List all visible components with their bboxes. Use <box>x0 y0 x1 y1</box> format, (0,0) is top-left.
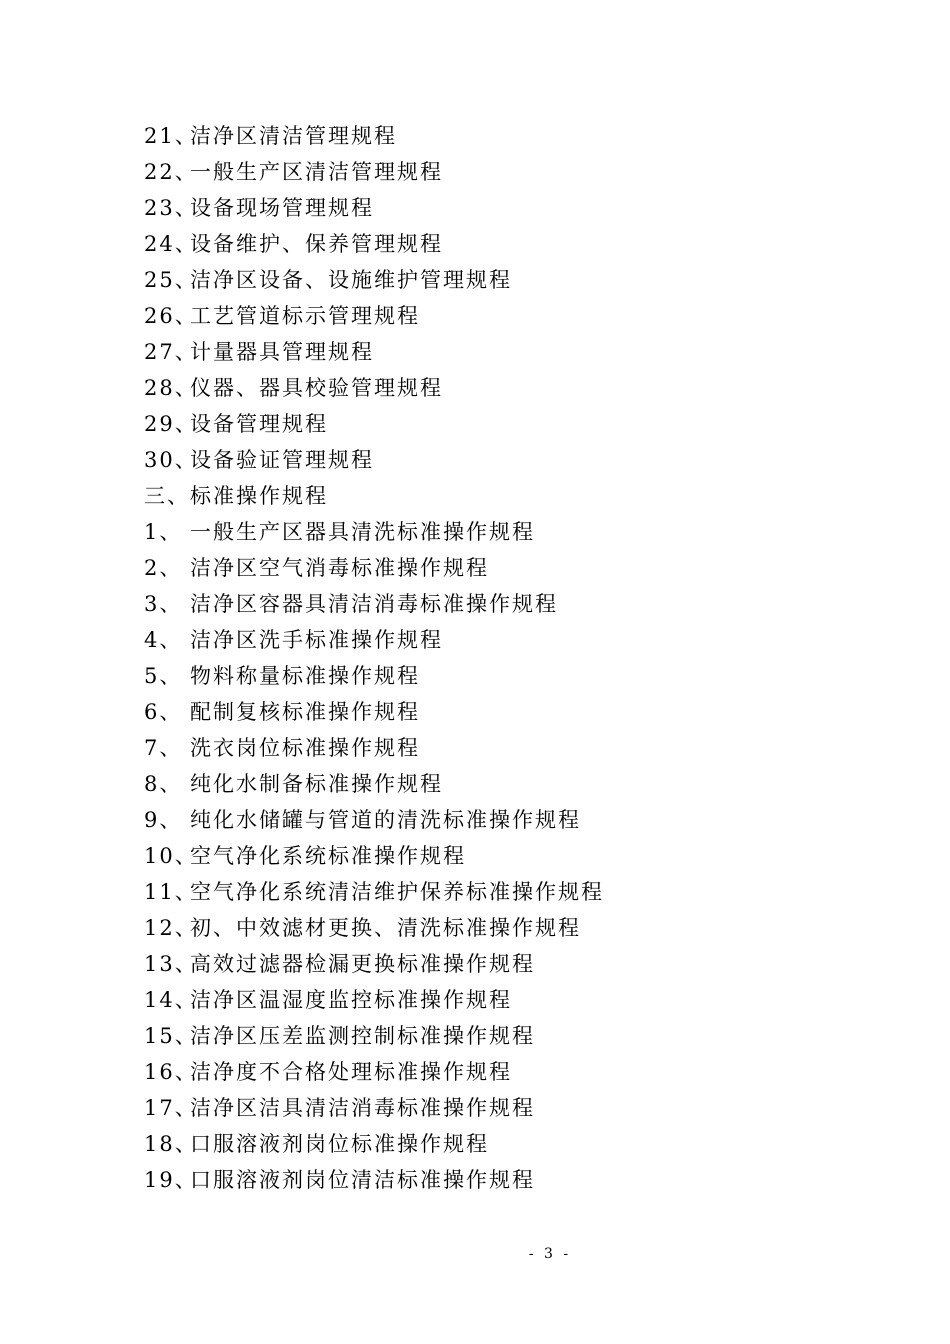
item-number: 2、 <box>144 556 183 580</box>
item-number: 9、 <box>144 808 183 832</box>
item-number: 17、 <box>144 1096 198 1120</box>
item-title: 口服溶液剂岗位标准操作规程 <box>190 1132 489 1156</box>
list-item <box>144 190 604 226</box>
item-number: 29、 <box>144 412 198 436</box>
list-item <box>144 334 604 370</box>
list-item <box>144 154 604 190</box>
list-item <box>144 874 604 910</box>
list-item <box>144 1054 604 1090</box>
item-number: 15、 <box>144 1024 198 1048</box>
item-title: 洁净区洗手标准操作规程 <box>190 628 443 652</box>
item-number: 14、 <box>144 988 198 1012</box>
list-item <box>144 118 604 154</box>
item-number: 23、 <box>144 196 198 220</box>
item-number: 18、 <box>144 1132 198 1156</box>
list-item <box>144 478 604 514</box>
item-title: 一般生产区器具清洗标准操作规程 <box>190 520 535 544</box>
list-item <box>144 406 604 442</box>
item-title: 空气净化系统清洁维护保养标准操作规程 <box>190 880 604 904</box>
item-title: 高效过滤器检漏更换标准操作规程 <box>190 952 535 976</box>
list-item <box>144 226 604 262</box>
item-title: 洁净区空气消毒标准操作规程 <box>190 556 489 580</box>
item-number: 1、 <box>144 520 183 544</box>
item-title: 空气净化系统标准操作规程 <box>190 844 466 868</box>
item-title: 标准操作规程 <box>190 484 328 508</box>
item-number: 24、 <box>144 232 198 256</box>
item-title: 口服溶液剂岗位清洁标准操作规程 <box>190 1168 535 1192</box>
list-item <box>144 694 604 730</box>
item-title: 配制复核标准操作规程 <box>190 700 420 724</box>
item-title: 洁净区洁具清洁消毒标准操作规程 <box>190 1096 535 1120</box>
list-item <box>144 1018 604 1054</box>
item-number: 27、 <box>144 340 198 364</box>
list-item <box>144 910 604 946</box>
list-item <box>144 766 604 802</box>
document-list <box>144 118 604 1198</box>
item-title: 物料称量标准操作规程 <box>190 664 420 688</box>
list-item <box>144 514 604 550</box>
item-number: 30、 <box>144 448 198 472</box>
list-item <box>144 370 604 406</box>
list-item <box>144 442 604 478</box>
item-number: 13、 <box>144 952 198 976</box>
item-title: 洁净区容器具清洁消毒标准操作规程 <box>190 592 558 616</box>
list-item <box>144 802 604 838</box>
item-number: 16、 <box>144 1060 198 1084</box>
item-title: 洁净区设备、设施维护管理规程 <box>190 268 512 292</box>
list-item <box>144 586 604 622</box>
list-item <box>144 730 604 766</box>
item-number: 19、 <box>144 1168 198 1192</box>
list-item <box>144 658 604 694</box>
item-title: 设备维护、保养管理规程 <box>190 232 443 256</box>
item-number: 7、 <box>144 736 183 760</box>
item-number: 3、 <box>144 592 183 616</box>
item-number: 25、 <box>144 268 198 292</box>
item-title: 设备管理规程 <box>190 412 328 436</box>
list-item <box>144 262 604 298</box>
item-number: 三、 <box>144 484 190 508</box>
item-number: 21、 <box>144 124 198 148</box>
item-title: 洁净区温湿度监控标准操作规程 <box>190 988 512 1012</box>
item-title: 一般生产区清洁管理规程 <box>190 160 443 184</box>
item-title: 设备验证管理规程 <box>190 448 374 472</box>
item-title: 工艺管道标示管理规程 <box>190 304 420 328</box>
page-number: - 3 - <box>528 1246 572 1262</box>
list-item <box>144 946 604 982</box>
list-item <box>144 550 604 586</box>
item-title: 洁净区压差监测控制标准操作规程 <box>190 1024 535 1048</box>
item-title: 洁净度不合格处理标准操作规程 <box>190 1060 512 1084</box>
item-title: 洗衣岗位标准操作规程 <box>190 736 420 760</box>
item-number: 10、 <box>144 844 198 868</box>
item-number: 12、 <box>144 916 198 940</box>
item-title: 设备现场管理规程 <box>190 196 374 220</box>
item-number: 26、 <box>144 304 198 328</box>
list-item <box>144 982 604 1018</box>
list-item <box>144 298 604 334</box>
item-number: 22、 <box>144 160 198 184</box>
item-number: 4、 <box>144 628 183 652</box>
item-number: 28、 <box>144 376 198 400</box>
page-footer <box>0 1246 950 1262</box>
item-number: 6、 <box>144 700 183 724</box>
list-item <box>144 1090 604 1126</box>
list-item <box>144 838 604 874</box>
list-item <box>144 1162 604 1198</box>
item-title: 仪器、器具校验管理规程 <box>190 376 443 400</box>
item-number: 5、 <box>144 664 183 688</box>
item-title: 洁净区清洁管理规程 <box>190 124 397 148</box>
item-title: 初、中效滤材更换、清洗标准操作规程 <box>190 916 581 940</box>
list-item <box>144 622 604 658</box>
item-number: 8、 <box>144 772 183 796</box>
item-title: 计量器具管理规程 <box>190 340 374 364</box>
list-item <box>144 1126 604 1162</box>
item-number: 11、 <box>144 880 198 904</box>
item-title: 纯化水储罐与管道的清洗标准操作规程 <box>190 808 581 832</box>
item-title: 纯化水制备标准操作规程 <box>190 772 443 796</box>
